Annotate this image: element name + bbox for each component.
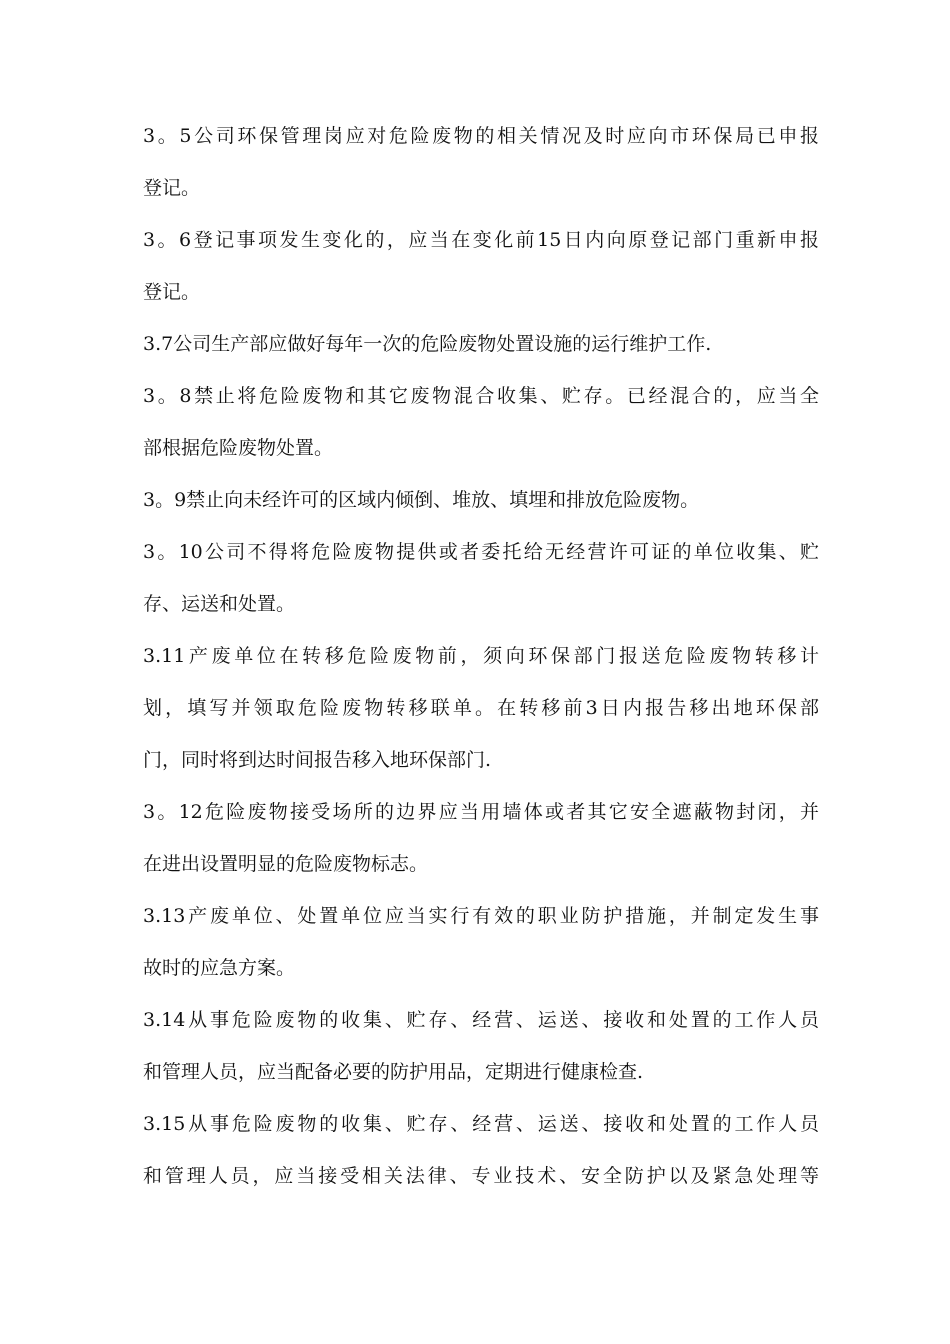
text-line: 部根据危险废物处置。 [143,437,334,459]
text-line: 3.15从事危险废物的收集、贮存、经营、运送、接收和处置的工作人员 [143,1113,819,1135]
text-line: 3.11产废单位在转移危险废物前，须向环保部门报送危险废物转移计 [143,645,819,667]
text-line: 3。5公司环保管理岗应对危险废物的相关情况及时应向市环保局已申报 [143,125,819,147]
paragraph-3-15 [143,1098,819,1202]
text-line: 故时的应急方案。 [143,957,296,979]
paragraph-3-5 [143,110,819,214]
paragraph-3-7 [143,318,819,370]
paragraph-3-8 [143,370,819,474]
text-line: 3。10公司不得将危险废物提供或者委托给无经营许可证的单位收集、贮 [143,541,819,563]
paragraph-3-14 [143,994,819,1098]
text-line: 3.13产废单位、处置单位应当实行有效的职业防护措施，并制定发生事 [143,905,819,927]
text-line: 和管理人员，应当配备必要的防护用品，定期进行健康检查. [143,1061,644,1083]
text-line: 和管理人员，应当接受相关法律、专业技术、安全防护以及紧急处理等 [143,1165,819,1187]
text-line: 3。8禁止将危险废物和其它废物混合收集、贮存。已经混合的，应当全 [143,385,819,407]
text-line: 在进出设置明显的危险废物标志。 [143,853,429,875]
text-line: 3.7公司生产部应做好每年一次的危险废物处置设施的运行维护工作. [143,333,712,355]
text-line: 3。12危险废物接受场所的边界应当用墙体或者其它安全遮蔽物封闭，并 [143,801,819,823]
text-line: 3。6登记事项发生变化的，应当在变化前15日内向原登记部门重新申报 [143,229,819,251]
paragraph-3-6 [143,214,819,318]
text-line: 登记。 [143,281,201,303]
text-line: 3。9禁止向未经许可的区域内倾倒、堆放、填埋和排放危险废物。 [143,489,700,511]
paragraph-3-12 [143,786,819,890]
paragraph-3-9 [143,474,819,526]
paragraph-3-10 [143,526,819,630]
text-line: 登记。 [143,177,201,199]
paragraph-3-11 [143,630,819,786]
text-line: 划，填写并领取危险废物转移联单。在转移前3日内报告移出地环保部 [143,697,819,719]
text-line: 3.14从事危险废物的收集、贮存、经营、运送、接收和处置的工作人员 [143,1009,819,1031]
text-line: 存、运送和处置。 [143,593,296,615]
document-body [143,110,819,1202]
paragraph-3-13 [143,890,819,994]
text-line: 门，同时将到达时间报告移入地环保部门. [143,749,492,771]
